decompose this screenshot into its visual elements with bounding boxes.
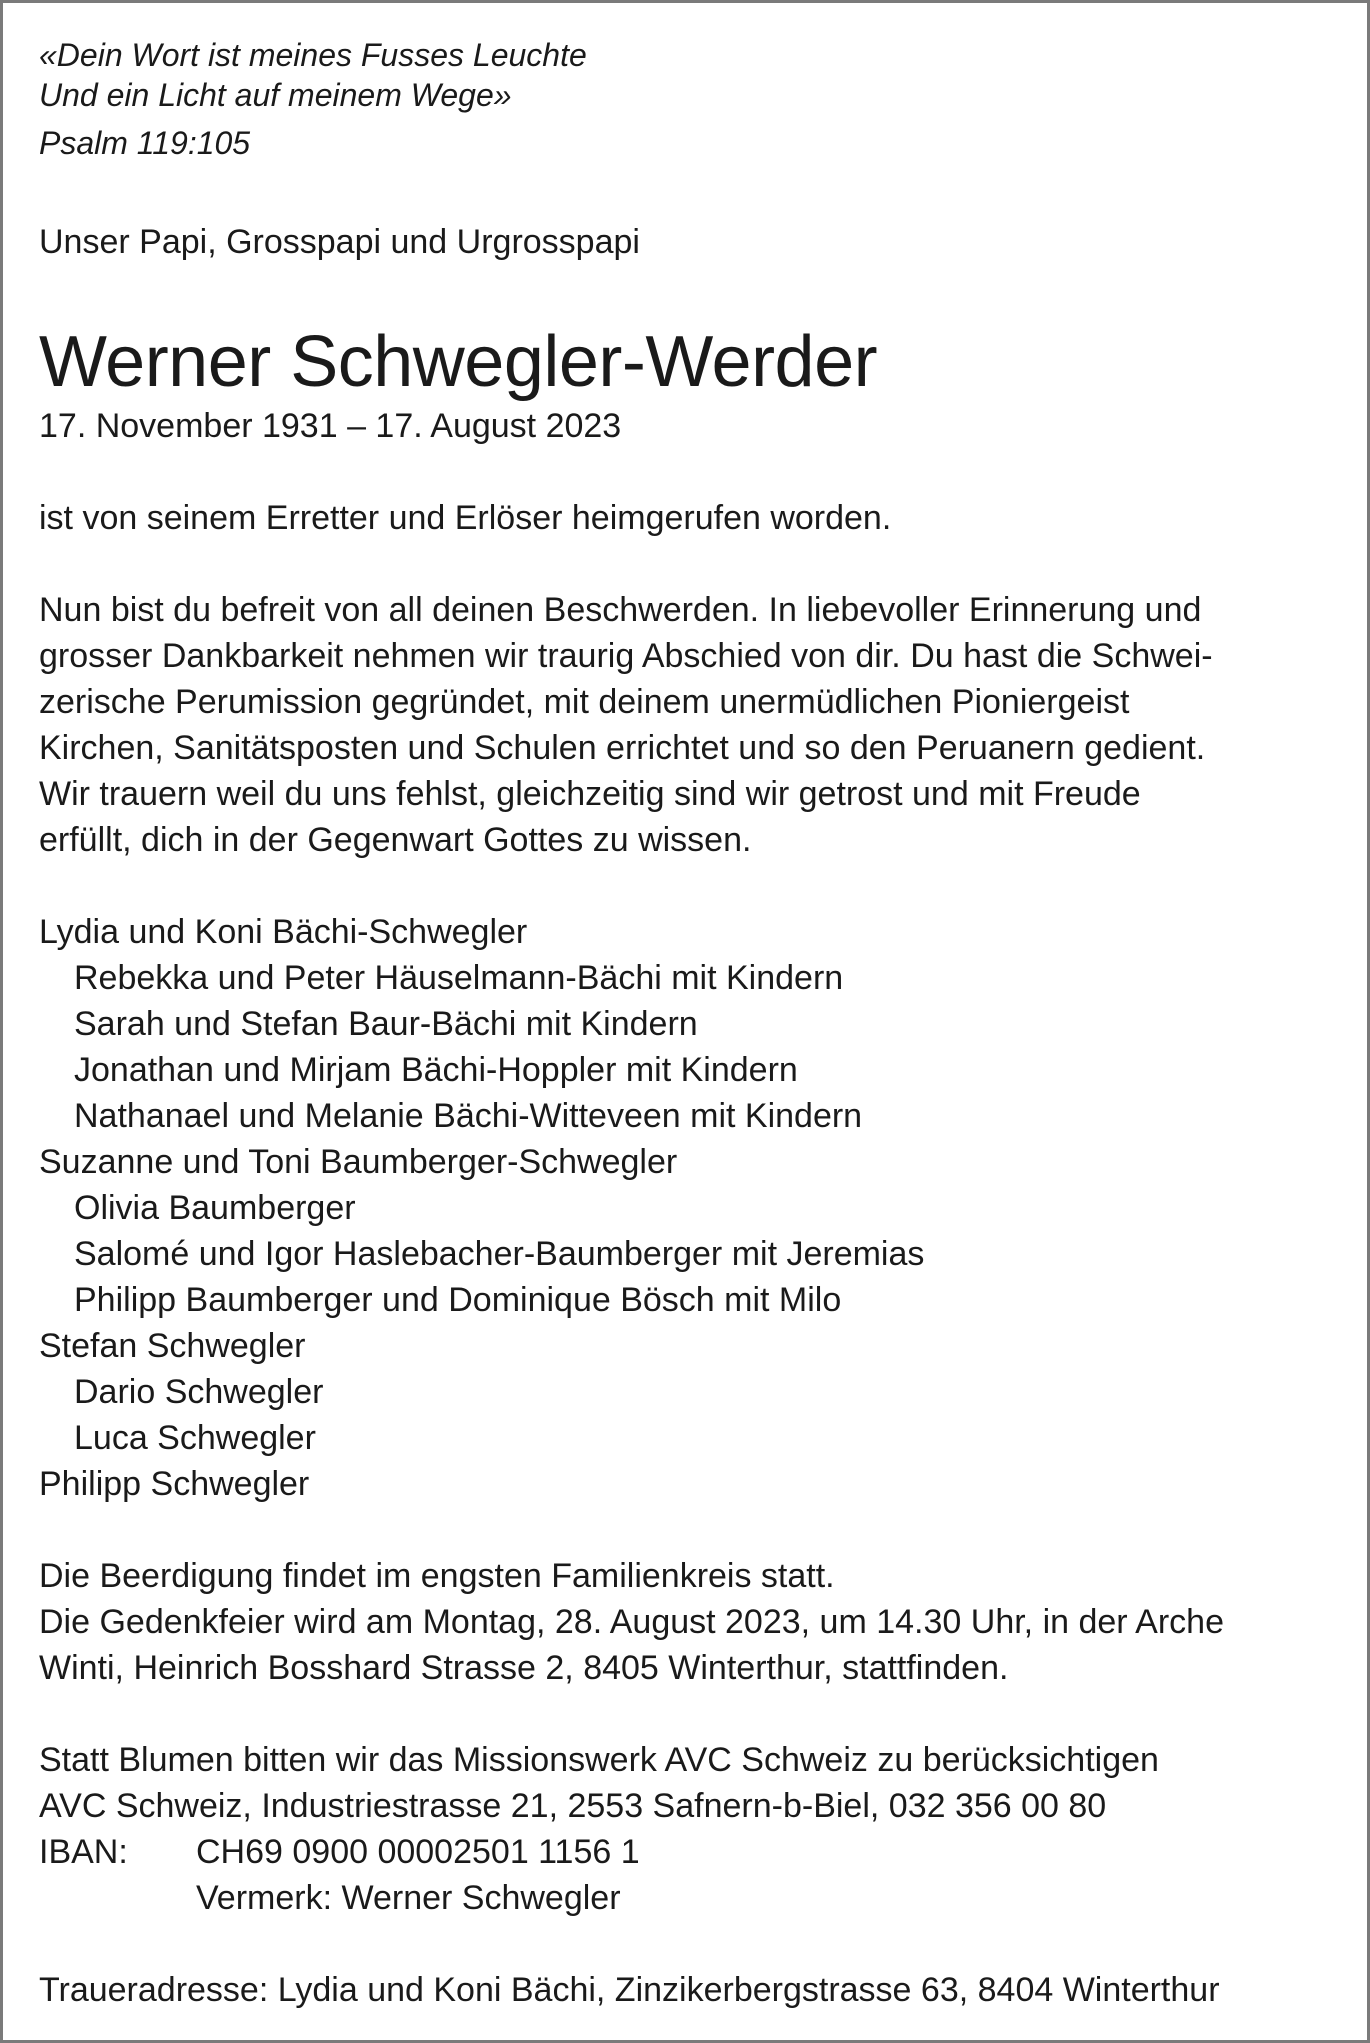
- mourner-line: Dario Schwegler: [74, 1373, 324, 1411]
- mourner-line: Jonathan und Mirjam Bächi-Hoppler mit Kindern: [74, 1051, 798, 1089]
- ceremony-line: Winti, Heinrich Bosshard Strasse 2, 8405 Winterthur, stattfinden.: [39, 1649, 1009, 1687]
- ceremony-line: Die Gedenkfeier wird am Montag, 28. August 2023, um 14.30 Uhr, in der Arche: [39, 1603, 1225, 1641]
- iban-row: [39, 1829, 1331, 1875]
- statement-text: ist von seinem Erretter und Erlöser heimgerufen worden.: [39, 499, 892, 537]
- mourner-line: Luca Schwegler: [74, 1419, 316, 1457]
- mourner-line: Rebekka und Peter Häuselmann-Bächi mit Kindern: [74, 959, 844, 997]
- ceremony-line: Die Beerdigung findet im engsten Familienkreis statt.: [39, 1557, 835, 1595]
- life-dates: 17. November 1931 – 17. August 2023: [39, 407, 622, 445]
- mourner-line: Olivia Baumberger: [74, 1189, 356, 1227]
- quote-line-1: «Dein Wort ist meines Fusses Leuchte: [39, 37, 587, 73]
- obituary-content: [39, 35, 1331, 2013]
- tribute-paragraph: [39, 587, 1331, 863]
- mourning-address: Traueradresse: Lydia und Koni Bächi, Zinzikerbergstrasse 63, 8404 Winterthur: [39, 1971, 1220, 2009]
- mourner-line: Sarah und Stefan Baur-Bächi mit Kindern: [74, 1005, 698, 1043]
- intro-text: Unser Papi, Grosspapi und Urgrosspapi: [39, 223, 640, 261]
- iban-label: IBAN:: [39, 1833, 128, 1871]
- mourner-line: Lydia und Koni Bächi-Schwegler: [39, 913, 528, 951]
- donation-note: Vermerk: Werner Schwegler: [196, 1879, 621, 1917]
- tribute-line: Wir trauern weil du uns fehlst, gleichzeitig sind wir getrost und mit Freude: [39, 775, 1141, 813]
- tribute-line: grosser Dankbarkeit nehmen wir traurig Abschied von dir. Du hast die Schwei-: [39, 637, 1213, 675]
- ceremony-info: [39, 1553, 1331, 1691]
- donation-address: AVC Schweiz, Industriestrasse 21, 2553 Safnern-b-Biel, 032 356 00 80: [39, 1787, 1107, 1825]
- mourner-line: Philipp Baumberger und Dominique Bösch mit Milo: [74, 1281, 842, 1319]
- quote-reference: Psalm 119:105: [39, 125, 251, 161]
- mourner-line: Suzanne und Toni Baumberger-Schwegler: [39, 1143, 678, 1181]
- iban-value: CH69 0900 00002501 1156 1: [196, 1833, 640, 1871]
- donation-request: Statt Blumen bitten wir das Missionswerk AVC Schweiz zu berücksichtigen: [39, 1741, 1159, 1779]
- mourner-line: Salomé und Igor Haslebacher-Baumberger mit Jeremias: [74, 1235, 925, 1273]
- mourner-line: Nathanael und Melanie Bächi-Witteveen mit Kindern: [74, 1097, 863, 1135]
- bible-quote: [39, 35, 1331, 163]
- tribute-line: Kirchen, Sanitätsposten und Schulen errichtet und so den Peruanern gedient.: [39, 729, 1206, 767]
- donation-info: [39, 1737, 1331, 1921]
- tribute-line: erfüllt, dich in der Gegenwart Gottes zu wissen.: [39, 821, 752, 859]
- mourner-line: Philipp Schwegler: [39, 1465, 310, 1503]
- deceased-name: Werner Schwegler-Werder: [39, 322, 878, 402]
- tribute-line: Nun bist du befreit von all deinen Beschwerden. In liebevoller Erinnerung und: [39, 591, 1202, 629]
- quote-line-2: Und ein Licht auf meinem Wege»: [39, 77, 512, 113]
- mourner-line: Stefan Schwegler: [39, 1327, 306, 1365]
- mourners-list: [39, 909, 1331, 1507]
- tribute-line: zerische Perumission gegründet, mit deinem unermüdlichen Pioniergeist: [39, 683, 1130, 721]
